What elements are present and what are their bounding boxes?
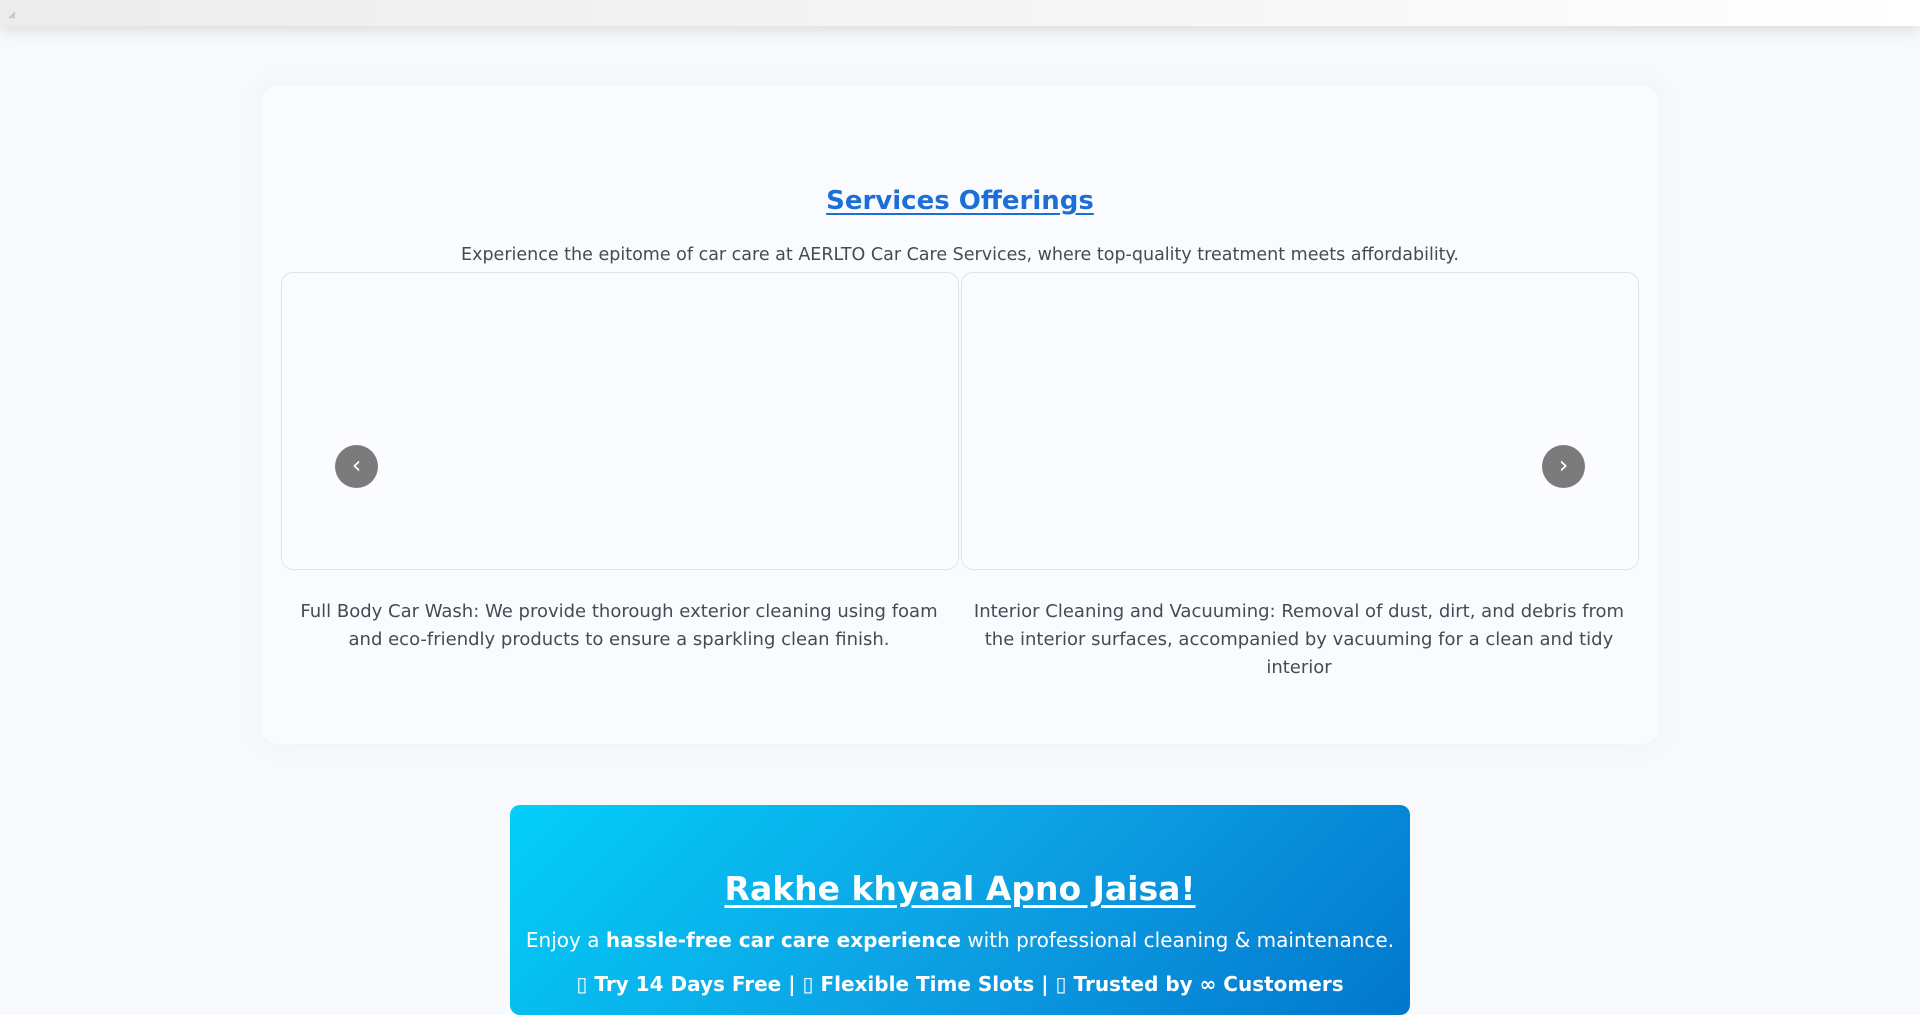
promo-subtitle-prefix: Enjoy a [525, 928, 606, 952]
service-description: Interior Cleaning and Vacuuming: Removal of dust, dirt, and debris from the interior surfaces, accompanied by vacuuming for a clean and tidy interior [973, 601, 1625, 678]
promo-title: Rakhe khyaal Apno Jaisa! [724, 869, 1196, 908]
promo-subtitle-highlight: hassle-free car care experience [605, 928, 961, 952]
promo-subtitle [0, 928, 1920, 952]
carousel-prev-button[interactable] [335, 445, 378, 488]
chevron-right-icon: › [1558, 451, 1569, 479]
service-card-image [281, 272, 959, 570]
services-subtitle: Experience the epitome of car care at AERLTO Car Care Services, where top-quality treatment meets affordability. [461, 245, 1459, 265]
promo-subtitle-suffix: with professional cleaning & maintenance. [960, 928, 1395, 952]
chevron-left-icon: ‹ [351, 451, 362, 479]
service-description: Full Body Car Wash: We provide thorough exterior cleaning using foam and eco-friendly products to ensure a sparkling clean finish. [300, 601, 938, 650]
top-navbar [0, 0, 1920, 26]
carousel-next-button[interactable] [1542, 445, 1585, 488]
promo-features: ▯ Try 14 Days Free | ▯ Flexible Time Slots | ▯ Trusted by ∞ Customers [576, 972, 1344, 996]
services-title: Services Offerings [826, 186, 1094, 216]
service-card-image [961, 272, 1639, 570]
corner-mark-icon: ◢ [8, 10, 15, 20]
